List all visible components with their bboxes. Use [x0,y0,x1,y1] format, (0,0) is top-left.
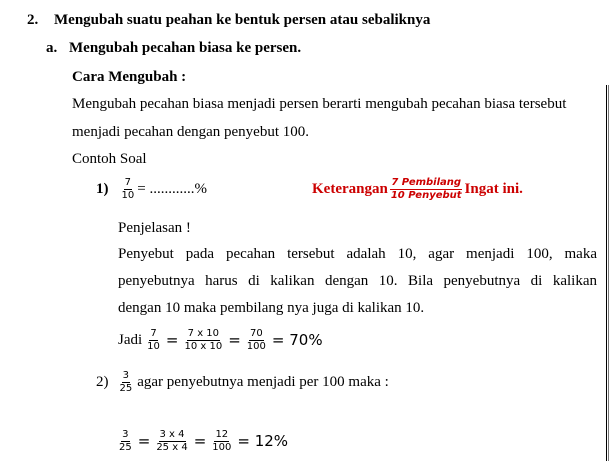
explanation-line-3: dengan 10 maka pembilang nya juga di kalikan 10. [118,300,425,316]
solution-result: = 12% [237,432,289,450]
fraction-numerator: 3 [122,429,129,440]
note-label: Keterangan [312,181,388,197]
fraction-denominator: 10 [147,341,160,352]
fraction-denominator: 25 x 4 [156,442,188,453]
explanation-title: Penjelasan ! [118,220,191,236]
subsection-letter: a. [46,40,58,56]
problem-2-number: 2) [96,374,109,390]
conclusion-fraction-3 [246,328,267,353]
page-border-line [606,85,607,461]
note-numerator: 7 Pembilang [391,177,462,188]
section-heading [27,13,430,28]
section-number: 2. [27,12,39,28]
problem-2 [96,370,389,395]
fraction-denominator: 25 [119,442,132,453]
solution-fraction-2 [155,429,188,454]
fraction-numerator: 7 x 10 [187,328,220,339]
solution-fraction-1 [118,429,133,454]
conclusion-label: Jadi [118,332,143,348]
conclusion-fraction-1 [146,328,161,353]
problem-1 [96,177,207,202]
fraction-denominator: 100 [212,442,232,453]
paragraph-line-2: menjadi pecahan dengan penyebut 100. [72,124,309,140]
fraction-denominator: 10 [121,190,135,201]
conclusion-result: = 70% [271,331,323,349]
problem-1-number: 1) [96,181,109,197]
problem-2-fraction [119,370,134,395]
section-title: Mengubah suatu peahan ke bentuk persen atau sebaliknya [54,12,431,28]
paragraph-line-1: Mengubah pecahan biasa menjadi persen berarti mengubah pecahan biasa tersebut [72,96,567,112]
fraction-numerator: 3 x 4 [159,429,185,440]
note-fraction [390,177,463,202]
subsection-title: Mengubah pecahan biasa ke persen. [69,40,302,56]
fraction-denominator: 25 [119,383,133,394]
solution-2 [116,429,288,454]
explanation-line-2: penyebutnya harus di kalikan dengan 10. Bila penyebutnya di kalikan [118,273,597,289]
conclusion-1 [118,328,323,353]
fraction-numerator: 3 [122,370,130,381]
fraction-numerator: 7 [150,328,157,339]
equals-sign: = [228,331,241,349]
fraction-denominator: 10 x 10 [184,341,223,352]
equals-sign: = [165,331,179,349]
method-title: Cara Mengubah : [72,69,187,85]
note-suffix: Ingat ini. [464,181,523,197]
equals-sign: = [137,432,151,450]
solution-fraction-3 [211,429,232,454]
problem-2-text: agar penyebutnya menjadi per 100 maka : [137,374,389,390]
fraction-denominator: 100 [246,341,266,352]
problem-1-blank: = ............% [137,181,207,197]
note-keterangan [312,177,523,202]
fraction-numerator: 7 [124,177,132,188]
explanation-line-1: Penyebut pada pecahan tersebut adalah 10, agar menjadi 100, maka [118,246,597,262]
fraction-numerator: 70 [249,328,263,339]
fraction-numerator: 12 [215,429,229,440]
equals-sign: = [193,432,207,450]
subsection-heading [46,41,301,56]
problem-1-fraction [121,177,136,202]
example-label: Contoh Soal [72,151,147,167]
conclusion-fraction-2 [183,328,223,353]
note-denominator: 10 Penyebut [390,190,462,201]
